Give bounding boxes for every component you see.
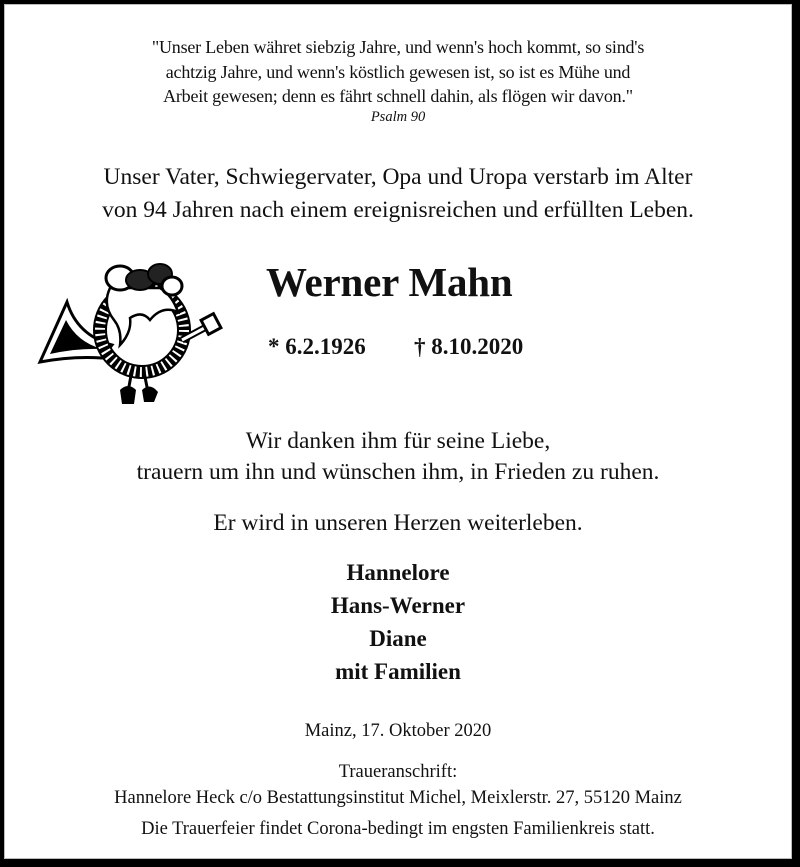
place-date: Mainz, 17. Oktober 2020 [304, 721, 492, 741]
mourner-name: mit Familien [335, 659, 461, 684]
birth-date: * 6.2.1926 [268, 334, 366, 359]
thanks-line: trauern um ihn und wünschen ihm, in Frieden zu ruhen. [136, 459, 660, 485]
death-date: † 8.10.2020 [414, 334, 524, 359]
mourner-name: Hans-Werner [330, 593, 466, 618]
intro-text [4, 161, 792, 226]
address-label: Traueranschrift: [338, 762, 458, 782]
mourning-address [4, 759, 792, 811]
quote-source: Psalm 90 [370, 109, 426, 125]
address-text: Hannelore Heck c/o Bestattungsinstitut Michel, Meixlerstr. 27, 55120 Mainz [114, 788, 682, 808]
obituary-notice [4, 4, 792, 859]
deceased-name: Werner Mahn [266, 259, 513, 305]
thanks-text [4, 426, 792, 488]
mourners-list [4, 556, 792, 688]
mourner-name: Hannelore [346, 560, 450, 585]
intro-line: Unser Vater, Schwiegervater, Opa und Uropa verstarb im Alter [103, 164, 693, 190]
quote-line: achtzig Jahre, und wenn's köstlich gewesen ist, so ist es Mühe und [165, 61, 631, 82]
quote-line: "Unser Leben währet siebzig Jahre, und wenn's hoch kommt, so sind's [151, 37, 645, 57]
ceremony-note: Die Trauerfeier findet Corona-bedingt im engsten Familienkreis statt. [141, 819, 655, 839]
quote-line: Arbeit gewesen; denn es fährt schnell dahin, als flögen wir davon." [163, 86, 633, 106]
thanks-line: Wir danken ihm für seine Liebe, [245, 428, 551, 454]
remembrance-text: Er wird in unseren Herzen weiterleben. [213, 510, 583, 536]
intro-line: von 94 Jahren nach einem ereignisreichen und erfüllten Leben. [102, 196, 694, 223]
hunting-horn-with-bow-icon [32, 250, 227, 410]
mourner-name: Diane [369, 626, 427, 651]
psalm-quote [4, 35, 792, 109]
